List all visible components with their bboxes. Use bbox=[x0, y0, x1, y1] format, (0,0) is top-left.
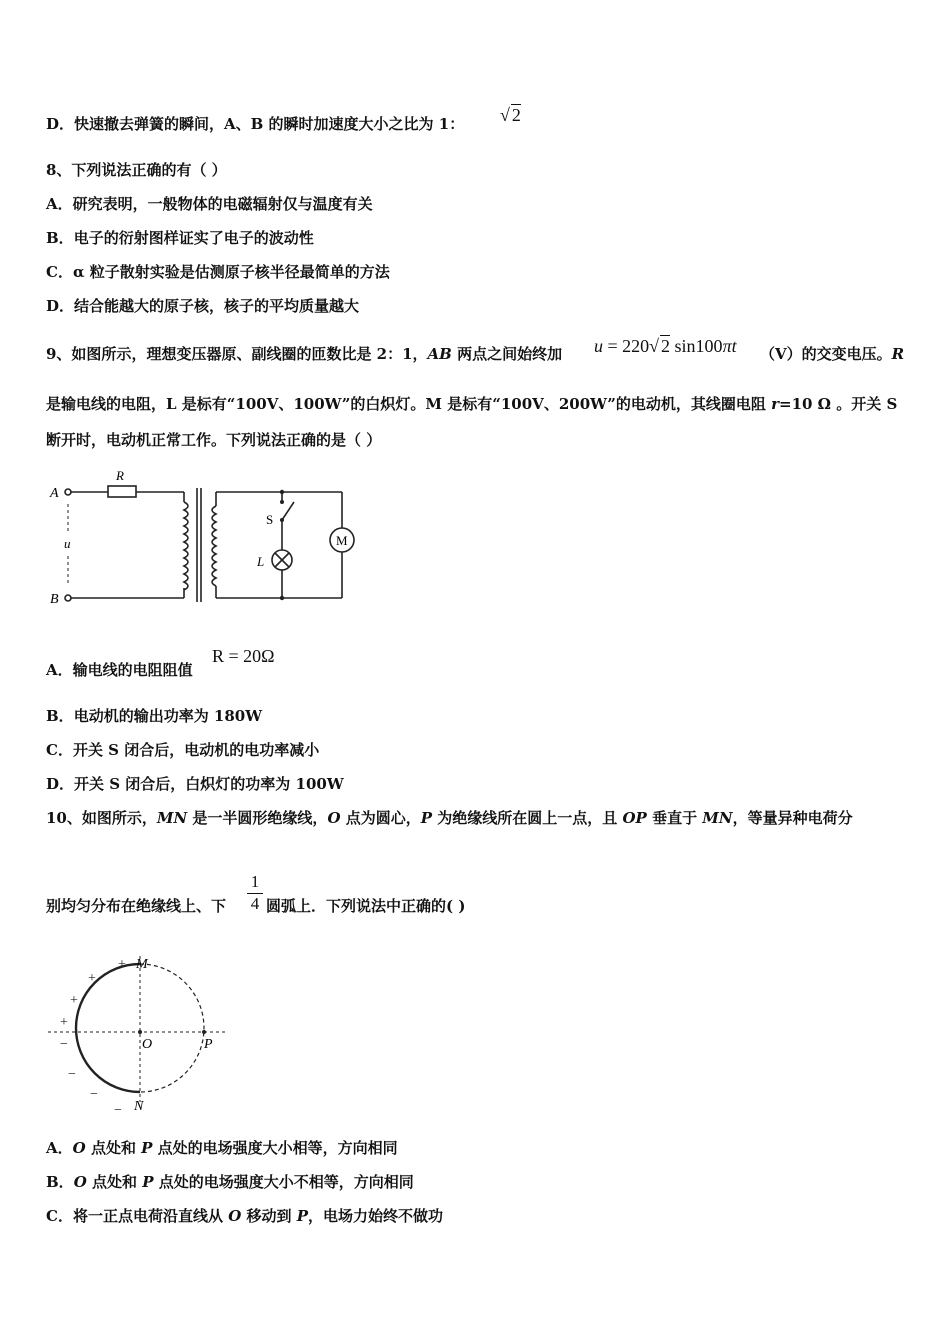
q9-stem-line2: 是输电线的电阻，L 是标有“100V、100W”的白炽灯。M 是标有“100V、200W”的电动机，其线圈电阻 r=10 Ω 。开关 S bbox=[46, 395, 898, 413]
q8-stem: 8、下列说法正确的有（ ） bbox=[46, 161, 227, 179]
resistor-r bbox=[108, 486, 136, 497]
q8-option-b: B．电子的衍射图样证实了电子的波动性 bbox=[46, 229, 314, 247]
minus-charge: − bbox=[114, 1103, 122, 1118]
point-p bbox=[202, 1030, 206, 1034]
q9-option-a: A．输电线的电阻阻值 bbox=[46, 661, 193, 679]
terminal-a bbox=[65, 489, 71, 495]
q7-option-d bbox=[46, 114, 464, 134]
q10-fraction: $\frac{1}{4}$ bbox=[247, 872, 263, 914]
plus-charge: + bbox=[60, 1015, 68, 1030]
q10-stem-line2-b: 圆弧上．下列说法中正确的( ) bbox=[266, 897, 466, 915]
switch-s bbox=[282, 502, 294, 520]
q9-circuit-diagram bbox=[44, 462, 364, 612]
q10-semicircle-diagram bbox=[44, 948, 244, 1118]
q9-option-a-formula: R = 20Ω bbox=[212, 646, 275, 666]
q7-option-d-sqrt: √ 2 bbox=[500, 105, 521, 125]
q9-stem-line1: 9、如图所示，理想变压器原、副线圈的匝数比是 2：1，AB 两点之间始终加 bbox=[46, 345, 563, 363]
q9-option-c: C．开关 S 闭合后，电动机的电功率减小 bbox=[46, 741, 320, 759]
label-s: S bbox=[266, 512, 274, 527]
label-p: P bbox=[204, 1037, 213, 1052]
q8-option-c: C．α 粒子散射实验是估测原子核半径最简单的方法 bbox=[46, 263, 390, 281]
q10-option-b: B．O 点处和 P 点处的电场强度大小不相等，方向相同 bbox=[46, 1173, 414, 1191]
q9-voltage-formula: u = 220√ 2 sin100πt bbox=[594, 336, 737, 356]
primary-coil bbox=[184, 502, 188, 590]
terminal-b bbox=[65, 595, 71, 601]
plus-charge: + bbox=[70, 993, 78, 1008]
label-a: A bbox=[50, 486, 59, 501]
q8-option-d: D．结合能越大的原子核，核子的平均质量越大 bbox=[46, 297, 360, 315]
q9-option-b: B．电动机的输出功率为 180W bbox=[46, 707, 263, 725]
minus-charge: − bbox=[68, 1067, 76, 1082]
q10-option-c: C．将一正点电荷沿直线从 O 移动到 P，电场力始终不做功 bbox=[46, 1207, 444, 1225]
minus-charge: − bbox=[60, 1037, 68, 1052]
plus-charge: + bbox=[118, 957, 126, 972]
label-m: M bbox=[136, 957, 148, 972]
label-u: u bbox=[64, 536, 71, 551]
plus-charge: + bbox=[88, 971, 96, 986]
option-text: 快速撤去弹簧的瞬间，A、B 的瞬时加速度大小之比为 1： bbox=[74, 115, 465, 133]
q10-stem-line2-a: 别均匀分布在绝缘线上、下 bbox=[46, 897, 227, 915]
q10-option-a: A．O 点处和 P 点处的电场强度大小相等，方向相同 bbox=[46, 1139, 398, 1157]
label-b: B bbox=[50, 592, 59, 607]
q10-stem-line1: 10、如图所示，MN 是一半圆形绝缘线，O 点为圆心，P 为绝缘线所在圆上一点，且 OP 垂直于 MN，等量异种电荷分 bbox=[46, 809, 853, 827]
q9-stem-line1-tail: （V）的交变电压。R bbox=[760, 345, 905, 363]
label-o: O bbox=[142, 1037, 153, 1052]
label-l: L bbox=[257, 554, 265, 569]
option-label: D． bbox=[46, 115, 75, 133]
label-n: N bbox=[134, 1099, 144, 1114]
q9-stem-line3: 断开时，电动机正常工作。下列说法正确的是（ ） bbox=[46, 431, 382, 449]
q8-option-a: A．研究表明，一般物体的电磁辐射仅与温度有关 bbox=[46, 195, 373, 213]
minus-charge: − bbox=[90, 1087, 98, 1102]
right-dashed-circle bbox=[140, 964, 204, 1092]
label-r: R bbox=[116, 468, 124, 483]
q9-option-d: D．开关 S 闭合后，白炽灯的功率为 100W bbox=[46, 775, 344, 793]
point-o bbox=[138, 1030, 142, 1034]
left-semicircle bbox=[76, 964, 140, 1092]
label-m: M bbox=[336, 533, 348, 548]
secondary-coil bbox=[212, 506, 216, 586]
